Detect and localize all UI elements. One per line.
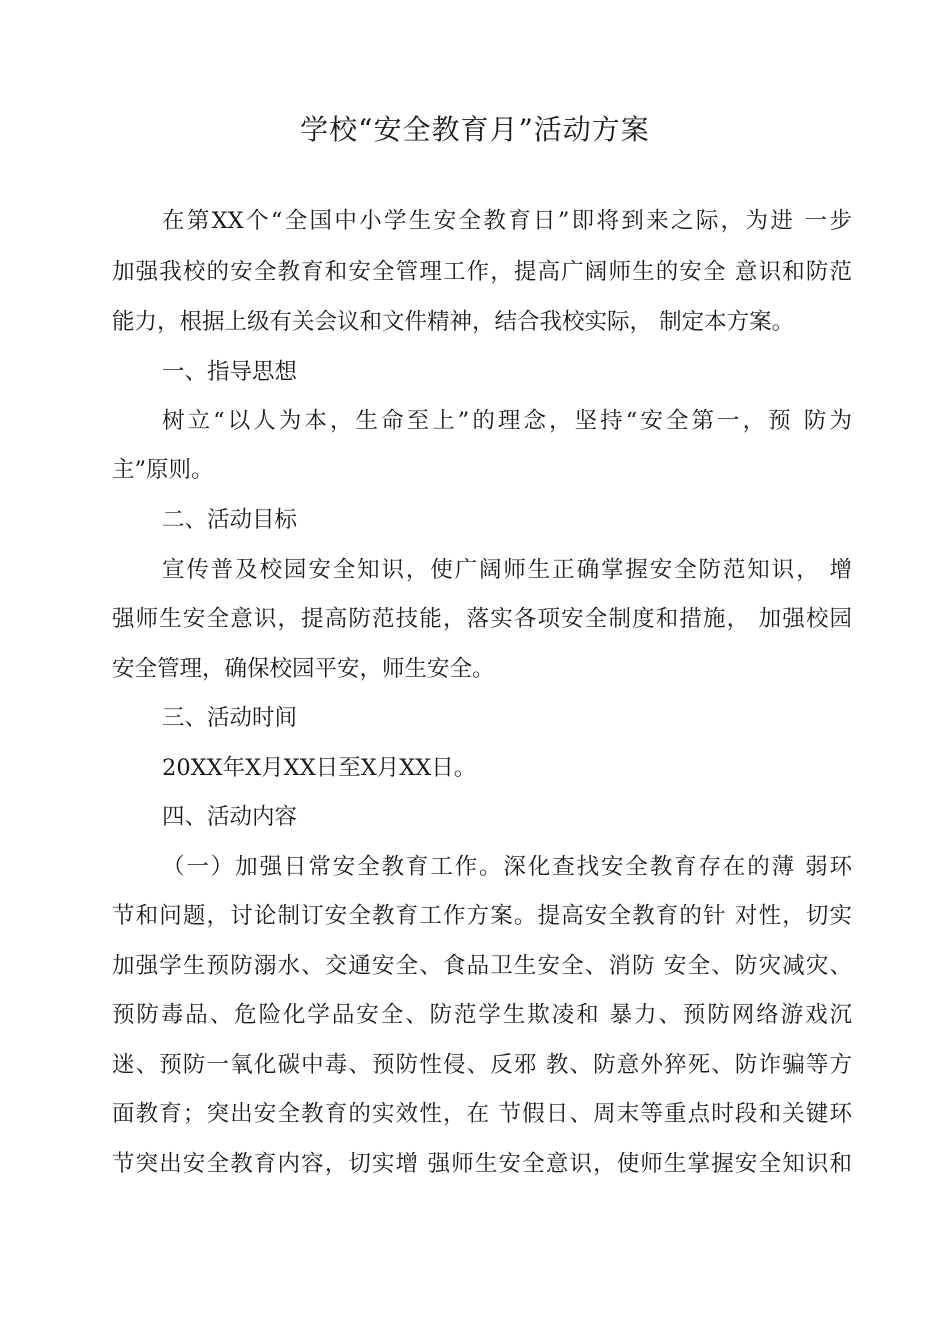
paragraph-line: 迷、预防一氧化碳中毒、预防性侵、反邪 教、防意外猝死、防诈骗等方 <box>112 1052 852 1078</box>
paragraph-line: 安全管理，确保校园平安，师生安全。 <box>112 656 495 682</box>
paragraph-line: 树立“以人为本，生命至上”的理念，坚持“安全第一，预 防为 <box>162 408 852 434</box>
paragraph-line: 强师生安全意识，提高防范技能，落实各项安全制度和措施， 加强校园 <box>112 606 852 632</box>
paragraph-line: 在第XX个“全国中小学生安全教育日”即将到来之际，为进 一步 <box>162 208 852 234</box>
section-heading: 四、活动内容 <box>162 804 298 830</box>
section-heading: 三、活动时间 <box>162 705 298 731</box>
section-heading: 二、活动目标 <box>162 507 298 533</box>
paragraph-line: 预防毒品、危险化学品安全、防范学生欺凌和 暴力、预防网络游戏沉 <box>112 1002 852 1028</box>
paragraph-line: （一）加强日常安全教育工作。深化查找安全教育存在的薄 弱环 <box>162 854 852 880</box>
paragraph-line: 节突出安全教育内容，切实增 强师生安全意识，使师生掌握安全知识和 <box>112 1151 852 1177</box>
section-heading: 一、指导思想 <box>162 359 298 385</box>
paragraph-line: 加强学生预防溺水、交通安全、食品卫生安全、消防 安全、防灾减灾、 <box>112 953 852 979</box>
paragraph-line: 主”原则。 <box>112 457 214 483</box>
paragraph-line: 面教育；突出安全教育的实效性，在 节假日、周末等重点时段和关键环 <box>112 1101 852 1127</box>
paragraph-line: 宣传普及校园安全知识，使广阔师生正确掌握安全防范知识， 增 <box>162 557 852 583</box>
paragraph-line: 加强我校的安全教育和安全管理工作，提高广阔师生的安全 意识和防范 <box>112 259 852 285</box>
paragraph-line: 20XX年X月XX日至X月XX日。 <box>162 755 477 781</box>
paragraph-line: 节和问题，讨论制订安全教育工作方案。提高安全教育的针 对性，切实 <box>112 903 852 929</box>
paragraph-line: 能力，根据上级有关会议和文件精神，结合我校实际， 制定本方案。 <box>112 309 795 335</box>
document-title: 学校“安全教育月”活动方案 <box>300 113 650 146</box>
